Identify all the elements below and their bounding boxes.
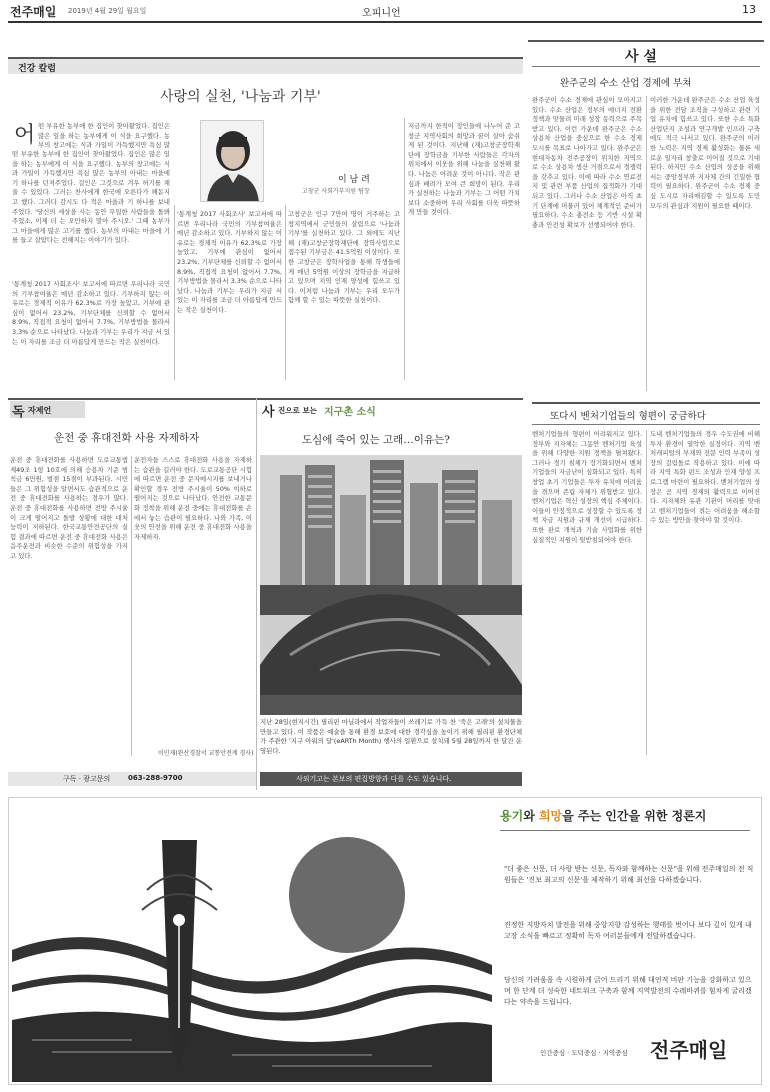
health-column-text-1b: 떤 부유한 농부에 한 집인이 찾아왔었다. 집인은 많은 일을 하는 농부에게 이 식을 요구했다. 농부의 창고에는 식과 가일이 가득했지만 욕심 많은 농부의 아내는 마을에 기 하나를 던져주었다. 걸인은 그것으로 겨우 허기를 채울 수 있었다. 그러는 찬사에게 한국에 오른다가 해돋지고 했다. 그러다 감시도 다 적은 마을과 기 하나를 보내 주었다. '당신의 세상을 사는 동안 무일한 사람들을 돌봐주었소, 이제 더 는 오만하지 말아 주시오.' 그때 농부가 그 마을에게 많은 고기를 했다. 농부의 아내는 마을에 기를 들고 살았다는 전해지는 이야기가 있다. [12,150,170,245]
col-divider [131,456,132,756]
ad-title-rule [500,830,750,831]
editorial2-text-1: 벤처기업들의 형편이 어려워지고 있다. 정부와 지자체는 그동안 벤처기업 육성을 위해 다양한 지원 정책을 펼쳐왔다. 그러나 경기 침체가 장기화되면서 벤처기업들의 자금난이 심화되고 있다. 특히 창업 초기 기업들은 투자 유치에 어려움을 겪으며 존립 자체가 위협받고 있다. 벤처기업은 혁신 성장의 핵심 주체이다. 이들이 안정적으로 성장할 수 있도록 정책 자금 지원과 규제 개선이 시급하다. 또한 판로 개척과 기술 사업화를 위한 실질적인 지원이 뒷받침되어야 한다. [532,430,642,544]
paper-name: 전주매일 [10,5,57,19]
notice-text: 사외기고는 본보의 편집방향과 다를 수도 있습니다. [296,775,452,783]
dokja-text-1: 운전 중 휴대전화를 사용하면 도로교통법 제49조 1항 10호에 의해 승용차 기준 범칙금 6만원, 벌점 15점이 부과된다. 시민들은 그 위험성을 알면서도 습관적으로 운전 중 휴대전화를 사용하는 경우가 많다. 운전 중 휴대전화를 사용하면 전방 주시율이 크게 떨어지고 돌발 상황에 대한 대처 능력이 저하된다. 한국교통안전공단의 실험 결과에 따르면 운전 중 휴대전화 사용은 음주운전과 비슷한 수준의 위험성을 가지고 있다. [10,456,128,560]
drop-cap: 어 [14,123,36,148]
ad-title-rest: 을 주는 인간을 위한 정론지 [562,809,707,823]
dokja-author: 이민재(완산경찰서 교통안전계 경사) [158,750,254,757]
photo-caption: 지난 28일(현지시간) 필리핀 마닐라에서 작업자들이 쓰레기로 가득 찬 '죽은 고래'의 설치물을 만들고 있다. 이 작품은 예술을 통해 환경 보호에 대한 경각심을 높이기 위해 필리핀 환경단체가 주관한 '지구 아워의 달'(eARTh Month) 행사의 일환으로 설치돼 5월 28일까지 한 달간 운영된다. [260,718,522,755]
subscribe-phone: 063-288-9700 [128,774,183,782]
col-divider [256,398,257,790]
photo-news-title: 도심에 죽어 있는 고래…이유는? [302,434,450,446]
ad-title-conj: 와 [523,809,539,823]
editorial-title: 완주군의 수소 산업 경제에 부쳐 [560,78,692,89]
editorial-text-2: 이러한 가운데 완주군은 수소 산업 육성을 위한 전담 조직을 구성하고 관련 기업 유치에 힘쓰고 있다. 또한 수소 특화 산업단지 조성과 연구개발 인프라 구축에도 적극 나서고 있다. 완주군의 이러한 노력은 지역 경제 활성화는 물론 새로운 일자리 창출로 이어질 것으로 기대된다. 하지만 수소 산업의 성공을 위해서는 중앙정부와 지자체 간의 긴밀한 협력이 필요하다. 완주군이 수소 경제 중심 도시로 자리매김할 수 있도록 도민 모두의 관심과 지원이 필요한 때이다. [650,96,760,210]
col-divider [285,205,286,380]
photo-news-label [260,401,460,418]
author-photo [200,120,264,202]
col-divider [646,96,647,391]
section-name: 오피니언 [362,8,401,19]
editorial-text-1: 완주군이 수소 경제에 관심이 모아지고 있다. 수소 산업은 정부의 에너지 전환 정책과 맞물려 미래 성장 동력으로 주목받고 있다. 이런 가운데 완주군은 수소 상용차 산업을 중심으로 한 수소 경제 도시를 목표로 나아가고 있다. 완주군은 현대자동차 전주공장이 위치한 지역으로 수소 상용차 생산 거점으로서 경쟁력을 갖추고 있다. 이에 따라 수소 연료전지 및 관련 부품 산업의 집적화가 기대되고 있다. 그러나 수소 산업은 아직 초기 단계에 머물러 있어 체계적인 준비가 필요하다. 수소 충전소 등 기반 시설 확충과 안전성 확보가 선행되어야 한다. [532,96,642,229]
news-photo [260,455,522,715]
ad-illustration [12,800,492,1082]
editorial2-rule-2 [532,424,760,425]
health-column-text-2b: '통계청 2017 사회조사' 보고서에 따르면 우리나라 국민의 기부참여율은 매년 감소하고 있다. 기부하지 않는 이유로는 경제적 이유가 62.3%로 가장 높았고, 기부에 관심이 없어서 23.2%, 기부단체를 신뢰할 수 없어서 8.9%, 직접적 요청이 없어서 7.7%, 기부방법을 몰라서 3.3% 순으로 나타났다. 나눔과 기부는 우리가 지금 서 있는 이 자리를 조금 더 아름답게 만드는 작은 실천이다. [177,210,282,314]
ad-para-2: 진정한 지방자치 발전을 위해 중앙지향 감성하는 행태를 벗어나 보다 깊이 있게 내 고장 소식을 빠르고 정확히 독자 여러분들에게 전달하겠습니다. [504,921,752,940]
dokja-label-big: 독 [12,405,25,420]
photo-label-big: 사 [262,405,275,420]
ad-para-1: "더 좋은 신문, 더 사랑 받는 신문, 독자와 함께하는 신문"을 위해 전주매일의 전 직원들은 '진보 최고의 신문'을 제작하기 위해 최선을 다하겠습니다. [504,865,754,884]
ad-slogan: 인간중심 · 도덕중심 · 지역중심 [540,1049,628,1057]
photo-label-small: 진으로 보는 [278,406,317,415]
issue-date: 2019년 4월 29일 월요일 [68,7,147,15]
editorial-rule [532,66,760,67]
author-name: 이 남 려 [338,175,370,185]
editorial2-text-2: 도내 벤처기업들의 경우 수도권에 비해 투자 환경이 열악한 실정이다. 지역 벤처캐피털의 부재와 전문 인력 부족이 성장의 걸림돌로 작용하고 있다. 이에 따라 지역 특화 펀드 조성과 인재 양성 프로그램 마련이 필요하다. 벤처기업의 성장은 곧 지역 경제의 활력으로 이어진다. 지자체와 유관 기관이 머리를 맞대고 벤처기업들이 겪는 어려움을 해소할 수 있는 방안을 찾아야 할 것이다. [650,430,760,525]
ad-title-hope: 희망 [538,809,563,823]
ad-logo: 전주매일 [650,1038,728,1062]
col-divider [174,205,175,380]
photo-label-accent: 지구촌 소식 [324,407,376,418]
health-column-text-4: 지금까지 한적이 장인들에 나누어 준 고창군 지역사회의 희망과 꿈이 살아 숨쉬게 된 것이다. 지난해 (재)고창군장학재단에 장학금을 기부한 사람들은 각자의 위치에서 이웃을 위해 나눔을 실천해 왔다. 나눔은 어려운 것이 아니다. 작은 관심과 배려가 모여 큰 희망이 된다. 우리가 실천하는 나눔과 기부는 그 어떤 가치보다 소중하며 우리 사회를 더욱 따뜻하게 만들 것이다. [408,122,520,217]
health-column-label-text: 건강 칼럼 [18,64,56,74]
page-header [0,0,770,22]
dokja-title: 운전 중 휴대전화 사용 자제하자 [54,432,200,444]
author-title: 고창군 사회가부지원 팀장 [302,188,370,195]
notice-band [260,772,522,786]
editorial2-title: 또다시 벤처기업들의 형편이 궁금하다 [550,411,706,422]
health-column-text-1: 떤 부유한 농부에 한 집인이 찾아왔었다. 집인은 많은 일을 하는 농부에게 이 식을 요구했다. 농부의 창고에는 식과 가일이 가득했지만 욕심 많 [38,122,170,150]
col-divider [404,118,405,380]
dokja-label [10,401,85,418]
ad-para-3: 당신의 가려움을 속 시원하게 긁어 드리기 위해 대언적 비판 기능을 강화하고 있으며 한 단계 더 성숙한 네트워크 구축과 함께 지역발전의 수레바퀴를 힘차게 굴리겠다는 약속을 드립니다. [504,976,752,1006]
page-number: 13 [742,3,756,16]
col-divider [646,430,647,755]
dokja-label-small: 자제언 [28,406,52,415]
health-column-title: 사랑의 실천, '나눔과 기부' [160,89,321,105]
editorial-label: 사 설 [625,49,657,65]
editorial2-rule [532,402,760,404]
health-column-text-2: '통계청 2017 사회조사' 보고서에 따르면 우리나라 국민의 기부참여율은 매년 감소하고 있다. 기부하지 않는 이유로는 경제적 이유가 62.3%로 가장 높았고, 기부에 관심이 없어서 23.2%, 기부단체를 신뢰할 수 없어서 8.9%, 직접적 요청이 없어서 7.7%, 기부방법을 몰라서 3.3% 순으로 나타났다. 나눔과 기부는 우리가 지금 서 있는 이 자리를 조금 더 아름답게 만드는 작은 실천이다. [12,280,170,346]
dokja-text-2: 운전자들 스스로 휴대전화 사용을 자제하는 습관을 길러야 한다. 도로교통공단 시험에 따르면 운전 중 문자메시지를 보내거나 확인할 경우 전방 주시율이 50% 이하로 떨어지는 것으로 나타났다. 안전한 교통문화 정착을 위해 운전 중에는 휴대전화를 손에서 놓는 습관이 필요하다. 나와 가족, 이웃의 안전을 위해 운전 중 휴대전화 사용을 자제하자. [134,456,252,541]
header-rule [8,21,762,23]
health-column-label [8,57,523,74]
health-column-text-3: 고창군은 인구 7만여 명이 거주하는 고창지역에서 군민들의 살림으로 '나눔과 기부'를 실천하고 있다. 그 외에도 지난해 (재)고창군장학재단에 장학사업으로 접수된 기부금은 41.5억원 이상이다. 또한 고창군은 장학사업을 통해 학생들에게 매년 5억원 이상의 장학금을 지급하고 있으며 지역 인재 양성에 힘쓰고 있다. 이처럼 나눔과 기부는 우리 모두가 함께 할 수 있는 따뜻한 실천이다. [288,210,400,305]
section-rule [8,398,523,400]
subscribe-band [8,772,256,786]
subscribe-label: 구독 · 광고문의 [63,775,111,783]
ad-title [500,807,706,824]
ad-title-courage: 용기 [500,809,524,823]
